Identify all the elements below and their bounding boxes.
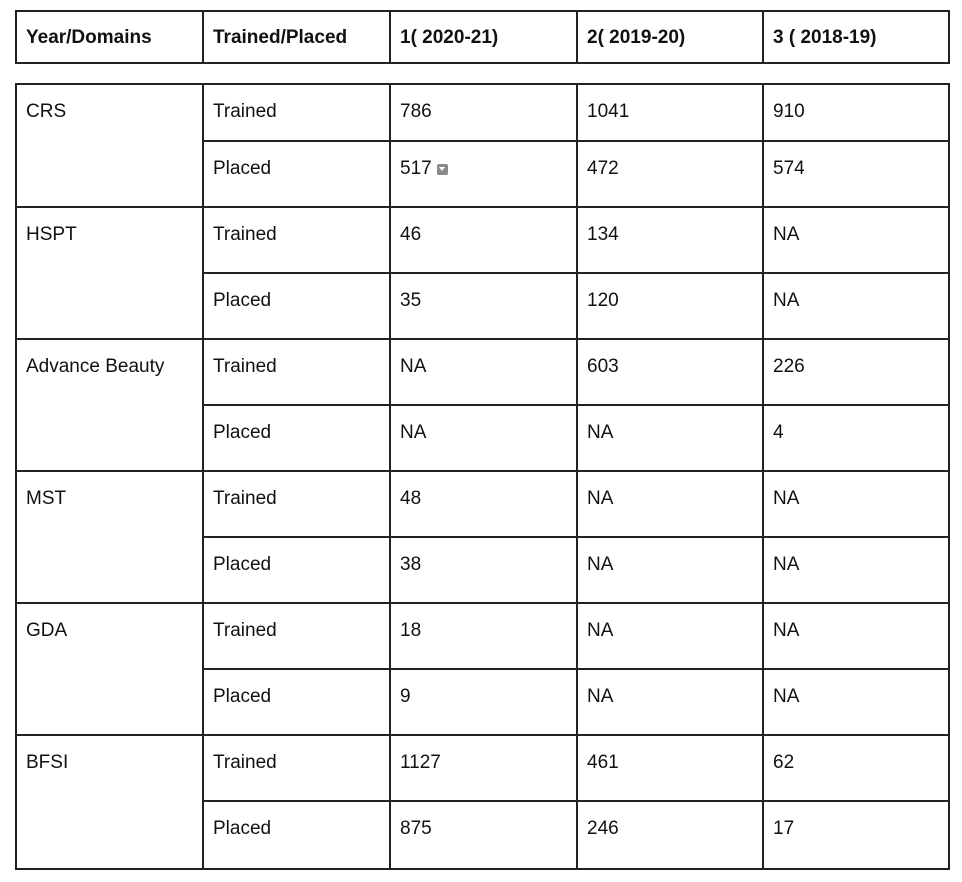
value-text: 603 [587, 356, 619, 377]
value-text: NA [587, 554, 614, 575]
domain-name-cell: Advance Beauty [16, 339, 203, 471]
value-text: 62 [773, 752, 795, 773]
value-cell [577, 801, 763, 869]
value-text: NA [587, 422, 614, 443]
value-cell [390, 339, 577, 405]
value-text: 134 [587, 224, 619, 245]
value-text: 18 [400, 620, 422, 641]
value-cell [390, 537, 577, 603]
value-text: 786 [400, 101, 432, 122]
chevron-down-icon[interactable] [437, 164, 448, 175]
table-row [16, 84, 949, 141]
value-text: 910 [773, 101, 805, 122]
header-year-2019-20: 2( 2019-20) [577, 11, 763, 63]
header-year-2020-21: 1( 2020-21) [390, 11, 577, 63]
value-cell [390, 735, 577, 801]
value-cell [577, 537, 763, 603]
data-table-body [16, 84, 949, 869]
value-cell [763, 801, 949, 869]
value-cell [577, 471, 763, 537]
value-text: 38 [400, 554, 422, 575]
value-cell [763, 273, 949, 339]
value-cell [763, 471, 949, 537]
data-table [15, 83, 950, 870]
trained-label-cell: Trained [203, 207, 390, 273]
placed-label-cell: Placed [203, 669, 390, 735]
value-text: 875 [400, 818, 432, 839]
value-cell [577, 603, 763, 669]
header-row [16, 11, 949, 63]
table-row [16, 207, 949, 273]
value-cell [390, 603, 577, 669]
value-text: NA [400, 356, 427, 377]
value-cell [763, 405, 949, 471]
value-text: NA [400, 422, 427, 443]
value-cell [390, 405, 577, 471]
value-text: 48 [400, 488, 422, 509]
value-cell [577, 84, 763, 141]
value-text: 1127 [400, 752, 441, 773]
value-text: NA [773, 290, 800, 311]
value-text: 9 [400, 686, 411, 707]
header-year-2018-19: 3 ( 2018-19) [763, 11, 949, 63]
value-cell [577, 207, 763, 273]
value-text: NA [587, 686, 614, 707]
header-year-domains: Year/Domains [16, 11, 203, 63]
value-text: 226 [773, 356, 805, 377]
value-text: 246 [587, 818, 619, 839]
value-text: 472 [587, 158, 619, 179]
header-table [15, 10, 950, 64]
placed-label-cell: Placed [203, 537, 390, 603]
value-cell [390, 471, 577, 537]
value-text: NA [587, 488, 614, 509]
trained-label-cell: Trained [203, 603, 390, 669]
value-text: NA [773, 686, 800, 707]
domain-name-cell: CRS [16, 84, 203, 207]
value-cell [390, 801, 577, 869]
value-text: 1041 [587, 101, 630, 122]
placed-label-cell: Placed [203, 801, 390, 869]
value-cell [390, 207, 577, 273]
value-text: 461 [587, 752, 619, 773]
value-text: 17 [773, 818, 795, 839]
table-row [16, 471, 949, 537]
table-row [16, 735, 949, 801]
value-cell [577, 339, 763, 405]
trained-label-cell: Trained [203, 735, 390, 801]
value-cell [390, 141, 577, 207]
value-cell [763, 735, 949, 801]
placed-label-cell: Placed [203, 405, 390, 471]
value-cell [763, 141, 949, 207]
value-text: NA [773, 554, 800, 575]
value-cell [390, 669, 577, 735]
value-text: NA [773, 224, 800, 245]
value-cell [390, 273, 577, 339]
value-cell [577, 405, 763, 471]
domain-name-cell: HSPT [16, 207, 203, 339]
value-text: 574 [773, 158, 805, 179]
value-text: NA [773, 488, 800, 509]
value-cell [763, 339, 949, 405]
value-cell [763, 603, 949, 669]
value-text: 4 [773, 422, 784, 443]
value-text: 46 [400, 224, 422, 245]
value-cell [763, 207, 949, 273]
value-text: NA [773, 620, 800, 641]
value-cell [577, 669, 763, 735]
value-cell [763, 84, 949, 141]
header-trained-placed: Trained/Placed [203, 11, 390, 63]
value-cell [577, 273, 763, 339]
value-cell [763, 669, 949, 735]
table-row [16, 603, 949, 669]
placed-label-cell: Placed [203, 273, 390, 339]
domain-name-cell: BFSI [16, 735, 203, 869]
value-text: 35 [400, 290, 422, 311]
trained-label-cell: Trained [203, 339, 390, 405]
value-cell [577, 735, 763, 801]
value-text: 517 [400, 158, 432, 179]
trained-label-cell: Trained [203, 84, 390, 141]
value-text: 120 [587, 290, 619, 311]
value-cell [390, 84, 577, 141]
domain-name-cell: GDA [16, 603, 203, 735]
table-row [16, 339, 949, 405]
value-cell [763, 537, 949, 603]
placed-label-cell: Placed [203, 141, 390, 207]
value-cell [577, 141, 763, 207]
domain-name-cell: MST [16, 471, 203, 603]
value-text: NA [587, 620, 614, 641]
trained-label-cell: Trained [203, 471, 390, 537]
